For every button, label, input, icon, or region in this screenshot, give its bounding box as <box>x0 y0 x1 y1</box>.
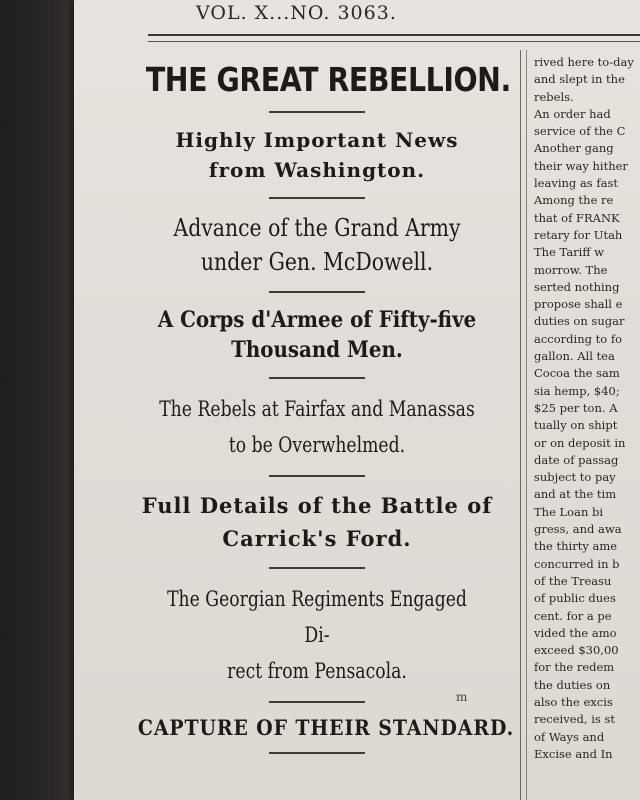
side-line: received, is st <box>534 712 615 727</box>
side-line: The Tariff w <box>534 245 605 260</box>
side-line: The Loan bi <box>534 504 604 519</box>
divider <box>269 377 365 379</box>
deck-advance: Advance of the Grand Army under Gen. McDowell. <box>173 214 461 276</box>
headline-column <box>118 50 516 800</box>
side-line: or on deposit in <box>534 435 626 450</box>
side-line: Cocoa the sam <box>534 366 620 381</box>
volume-number: VOL. X...NO. 3063. <box>196 2 397 24</box>
column-rule <box>520 50 521 800</box>
side-line: concurred in b <box>534 556 620 571</box>
side-line: leaving as fast <box>534 176 618 191</box>
side-line: and at the tim <box>534 487 617 502</box>
side-line: $25 per ton. A <box>534 400 618 415</box>
side-line: Excise and In <box>534 746 613 761</box>
background-edge <box>0 0 78 800</box>
side-line: their way hither <box>534 158 628 173</box>
divider <box>269 475 365 477</box>
side-line: the thirty ame <box>534 539 618 554</box>
adjacent-column-text <box>534 54 640 800</box>
side-line: subject to pay <box>534 470 616 485</box>
side-line: the duties on <box>534 677 611 692</box>
deck-highly-important: Highly Important News from Washington. <box>175 128 459 182</box>
side-line: morrow. The <box>534 262 608 277</box>
side-line: rebels. <box>534 89 574 104</box>
main-headline: THE GREAT REBELLION. <box>145 60 511 99</box>
side-line: Among the re <box>534 193 614 208</box>
deck-corps: A Corps d'Armee of Fifty-five Thousand Men. <box>157 307 477 363</box>
divider <box>269 701 365 703</box>
side-line: tually on shipt <box>534 418 618 433</box>
deck-full-details: Full Details of the Battle of Carrick's Ford. <box>141 493 493 551</box>
side-line: sia hemp, $40; <box>534 383 620 398</box>
masthead-rule <box>148 34 640 42</box>
side-line: exceed $30,00 <box>534 643 619 658</box>
divider <box>269 567 365 569</box>
side-line: cent. for a pe <box>534 608 612 623</box>
side-line: service of the C <box>534 124 626 139</box>
deck-georgian: The Georgian Regiments Engaged Di- rect from Pensacola. <box>167 587 467 683</box>
side-line: gallon. All tea <box>534 349 615 364</box>
side-line: date of passag <box>534 452 619 467</box>
divider <box>269 197 365 199</box>
deck-rebels: The Rebels at Fairfax and Manassas to be Overwhelmed. <box>159 397 475 457</box>
divider <box>269 111 365 113</box>
divider <box>269 752 365 754</box>
side-line: also the excis <box>534 694 613 709</box>
column-rule <box>526 50 527 800</box>
side-line: and slept in the <box>534 72 625 87</box>
side-line: gress, and awa <box>534 522 622 537</box>
side-line: serted nothing <box>534 279 620 294</box>
deck-capture: CAPTURE OF THEIR STANDARD. <box>137 715 515 740</box>
side-line: of Ways and <box>534 729 605 744</box>
side-line: Another gang <box>534 141 614 156</box>
side-line: according to fo <box>534 331 623 346</box>
side-line: vided the amo <box>534 625 617 640</box>
side-line: rived here to-day <box>534 55 634 69</box>
side-line: of public dues <box>534 591 616 606</box>
side-line: duties on sugar <box>534 314 625 329</box>
margin-mark: m <box>456 690 468 704</box>
side-line: An order had <box>534 106 611 121</box>
side-line: propose shall e <box>534 297 623 312</box>
side-line: of the Treasu <box>534 573 612 588</box>
side-line: that of FRANK <box>534 210 620 225</box>
divider <box>269 291 365 293</box>
side-line: retary for Utah <box>534 227 623 242</box>
side-line: for the redem <box>534 660 615 675</box>
